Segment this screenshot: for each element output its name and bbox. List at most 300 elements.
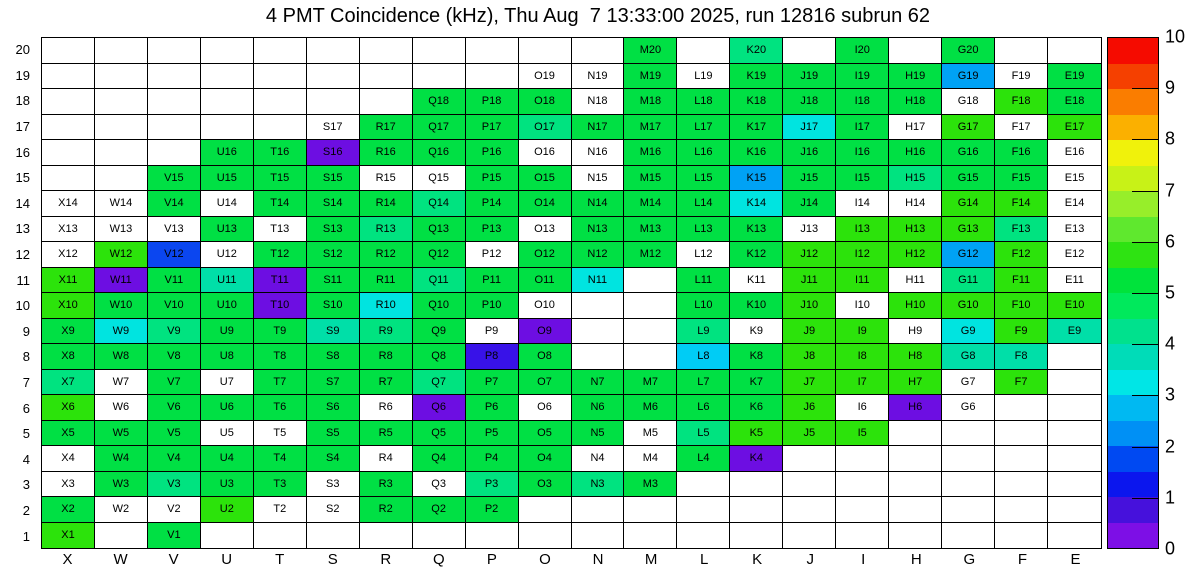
grid-cell-Q2: Q2 — [413, 497, 466, 523]
grid-cell-O19: O19 — [519, 64, 572, 90]
grid-cell-empty — [624, 497, 677, 523]
x-axis-label: I — [861, 551, 866, 568]
grid-cell-H9: H9 — [889, 319, 942, 345]
grid-cell-R2: R2 — [360, 497, 413, 523]
grid-cell-V9: V9 — [148, 319, 201, 345]
grid-cell-S10: S10 — [307, 293, 360, 319]
grid-cell-R12: R12 — [360, 242, 413, 268]
grid-cell-H15: H15 — [889, 166, 942, 192]
grid-cell-L6: L6 — [677, 395, 730, 421]
grid-cell-X14: X14 — [42, 191, 95, 217]
grid-cell-empty — [677, 497, 730, 523]
grid-cell-empty — [42, 89, 95, 115]
grid-cell-empty — [677, 472, 730, 498]
grid-cell-W7: W7 — [95, 370, 148, 396]
grid-cell-empty — [836, 446, 889, 472]
grid-cell-T7: T7 — [254, 370, 307, 396]
grid-cell-P6: P6 — [466, 395, 519, 421]
grid-cell-G13: G13 — [942, 217, 995, 243]
grid-cell-empty — [889, 421, 942, 447]
grid-cell-empty — [942, 446, 995, 472]
grid-cell-O12: O12 — [519, 242, 572, 268]
grid-cell-empty — [995, 421, 1048, 447]
grid-cell-H10: H10 — [889, 293, 942, 319]
color-scale-tick-label: 9 — [1165, 77, 1176, 98]
grid-cell-N4: N4 — [572, 446, 625, 472]
grid-cell-I15: I15 — [836, 166, 889, 192]
grid-cell-Q18: Q18 — [413, 89, 466, 115]
grid-cell-empty — [942, 497, 995, 523]
y-axis-label: 1 — [22, 528, 30, 544]
grid-cell-O4: O4 — [519, 446, 572, 472]
color-scale-segment — [1108, 89, 1158, 115]
x-axis-label: R — [380, 551, 392, 568]
grid-cell-empty — [889, 523, 942, 549]
color-scale-tick-label: 5 — [1165, 282, 1176, 303]
grid-cell-E14: E14 — [1048, 191, 1101, 217]
x-axis-label: F — [1017, 551, 1027, 568]
grid-cell-Q9: Q9 — [413, 319, 466, 345]
grid-cell-O3: O3 — [519, 472, 572, 498]
color-scale-tick-label: 2 — [1165, 436, 1176, 457]
y-axis-label: 18 — [15, 93, 30, 109]
grid-cell-L18: L18 — [677, 89, 730, 115]
grid-cell-I13: I13 — [836, 217, 889, 243]
grid-cell-empty — [95, 523, 148, 549]
grid-cell-empty — [1048, 370, 1101, 396]
grid-cell-R4: R4 — [360, 446, 413, 472]
grid-cell-N7: N7 — [572, 370, 625, 396]
grid-cell-empty — [466, 64, 519, 90]
grid-cell-I20: I20 — [836, 38, 889, 64]
grid-cell-S9: S9 — [307, 319, 360, 345]
grid-cell-I19: I19 — [836, 64, 889, 90]
grid-cell-X5: X5 — [42, 421, 95, 447]
grid-cell-M4: M4 — [624, 446, 677, 472]
grid-cell-empty — [201, 64, 254, 90]
grid-cell-V11: V11 — [148, 268, 201, 294]
grid-cell-empty — [307, 523, 360, 549]
grid-cell-U14: U14 — [201, 191, 254, 217]
y-axis-label: 7 — [22, 375, 30, 391]
grid-cell-empty — [413, 64, 466, 90]
grid-cell-E19: E19 — [1048, 64, 1101, 90]
y-axis-label: 2 — [22, 503, 30, 519]
grid-cell-U13: U13 — [201, 217, 254, 243]
color-scale-segment — [1108, 319, 1158, 345]
grid-cell-E15: E15 — [1048, 166, 1101, 192]
grid-cell-S14: S14 — [307, 191, 360, 217]
grid-cell-empty — [677, 38, 730, 64]
grid-cell-empty — [995, 395, 1048, 421]
grid-cell-empty — [148, 38, 201, 64]
grid-cell-E9: E9 — [1048, 319, 1101, 345]
grid-cell-I17: I17 — [836, 115, 889, 141]
grid-cell-L8: L8 — [677, 344, 730, 370]
grid-cell-empty — [307, 64, 360, 90]
grid-cell-L19: L19 — [677, 64, 730, 90]
grid-cell-empty — [783, 523, 836, 549]
grid-cell-S4: S4 — [307, 446, 360, 472]
color-scale — [1107, 37, 1159, 549]
grid-cell-S12: S12 — [307, 242, 360, 268]
grid-cell-T13: T13 — [254, 217, 307, 243]
grid-cell-F19: F19 — [995, 64, 1048, 90]
grid-cell-L15: L15 — [677, 166, 730, 192]
grid-cell-S2: S2 — [307, 497, 360, 523]
grid-cell-O8: O8 — [519, 344, 572, 370]
grid-cell-J5: J5 — [783, 421, 836, 447]
grid-cell-S16: S16 — [307, 140, 360, 166]
color-scale-segment — [1108, 497, 1158, 523]
color-scale-segment — [1108, 38, 1158, 64]
grid-cell-V7: V7 — [148, 370, 201, 396]
grid-cell-T10: T10 — [254, 293, 307, 319]
grid-cell-T15: T15 — [254, 166, 307, 192]
color-scale-segment — [1108, 472, 1158, 498]
grid-cell-U6: U6 — [201, 395, 254, 421]
grid-cell-empty — [307, 89, 360, 115]
grid-cell-empty — [254, 523, 307, 549]
grid-cell-P15: P15 — [466, 166, 519, 192]
grid-cell-M7: M7 — [624, 370, 677, 396]
grid-cell-empty — [624, 268, 677, 294]
grid-cell-E12: E12 — [1048, 242, 1101, 268]
grid-cell-empty — [201, 115, 254, 141]
grid-cell-J9: J9 — [783, 319, 836, 345]
grid-cell-empty — [413, 523, 466, 549]
grid-cell-L17: L17 — [677, 115, 730, 141]
x-axis-label: X — [62, 551, 73, 568]
color-scale-tick-label: 6 — [1165, 231, 1176, 252]
grid-cell-K17: K17 — [730, 115, 783, 141]
grid-cell-empty — [624, 523, 677, 549]
grid-cell-T6: T6 — [254, 395, 307, 421]
grid-cell-Q5: Q5 — [413, 421, 466, 447]
grid-cell-T11: T11 — [254, 268, 307, 294]
grid-cell-O6: O6 — [519, 395, 572, 421]
color-scale-tick-label: 0 — [1165, 538, 1176, 559]
grid-cell-U11: U11 — [201, 268, 254, 294]
grid-cell-empty — [572, 319, 625, 345]
grid-cell-R11: R11 — [360, 268, 413, 294]
grid-cell-H11: H11 — [889, 268, 942, 294]
grid-cell-W4: W4 — [95, 446, 148, 472]
grid-cell-N6: N6 — [572, 395, 625, 421]
grid-cell-L7: L7 — [677, 370, 730, 396]
color-scale-segment — [1108, 140, 1158, 166]
grid-cell-K18: K18 — [730, 89, 783, 115]
grid-cell-F14: F14 — [995, 191, 1048, 217]
grid-cell-N3: N3 — [572, 472, 625, 498]
grid-cell-G14: G14 — [942, 191, 995, 217]
color-scale-tick-label: 3 — [1165, 384, 1176, 405]
grid-cell-T12: T12 — [254, 242, 307, 268]
color-scale-segment — [1108, 268, 1158, 294]
grid-cell-empty — [995, 523, 1048, 549]
grid-cell-H6: H6 — [889, 395, 942, 421]
grid-cell-P12: P12 — [466, 242, 519, 268]
grid-cell-K10: K10 — [730, 293, 783, 319]
grid-cell-F11: F11 — [995, 268, 1048, 294]
grid-cell-Q13: Q13 — [413, 217, 466, 243]
grid-cell-F9: F9 — [995, 319, 1048, 345]
grid-cell-K11: K11 — [730, 268, 783, 294]
grid-cell-empty — [1048, 497, 1101, 523]
grid-cell-M6: M6 — [624, 395, 677, 421]
grid-cell-W12: W12 — [95, 242, 148, 268]
x-axis-label: G — [963, 551, 976, 568]
grid-cell-empty — [1048, 523, 1101, 549]
grid-cell-U16: U16 — [201, 140, 254, 166]
color-scale-segment — [1108, 370, 1158, 396]
x-axis-label: V — [168, 551, 179, 568]
grid-cell-empty — [42, 140, 95, 166]
grid-cell-Q16: Q16 — [413, 140, 466, 166]
grid-cell-V2: V2 — [148, 497, 201, 523]
grid-cell-U12: U12 — [201, 242, 254, 268]
grid-cell-N16: N16 — [572, 140, 625, 166]
grid-cell-V4: V4 — [148, 446, 201, 472]
grid-cell-O7: O7 — [519, 370, 572, 396]
grid-cell-X3: X3 — [42, 472, 95, 498]
grid-cell-G8: G8 — [942, 344, 995, 370]
grid-cell-W2: W2 — [95, 497, 148, 523]
grid-cell-G6: G6 — [942, 395, 995, 421]
grid-cell-J17: J17 — [783, 115, 836, 141]
grid-cell-empty — [572, 344, 625, 370]
grid-cell-O13: O13 — [519, 217, 572, 243]
grid-cell-W13: W13 — [95, 217, 148, 243]
grid-cell-Q10: Q10 — [413, 293, 466, 319]
grid-cell-empty — [624, 344, 677, 370]
color-scale-segment — [1108, 64, 1158, 90]
grid-cell-N12: N12 — [572, 242, 625, 268]
grid-cell-O10: O10 — [519, 293, 572, 319]
grid-cell-K12: K12 — [730, 242, 783, 268]
grid-cell-empty — [254, 115, 307, 141]
grid-cell-O15: O15 — [519, 166, 572, 192]
grid-cell-empty — [1048, 446, 1101, 472]
color-scale-segment — [1108, 421, 1158, 447]
grid-cell-T14: T14 — [254, 191, 307, 217]
grid-cell-empty — [1048, 344, 1101, 370]
grid-cell-X13: X13 — [42, 217, 95, 243]
grid-cell-empty — [519, 523, 572, 549]
grid-cell-U2: U2 — [201, 497, 254, 523]
grid-cell-I5: I5 — [836, 421, 889, 447]
grid-cell-empty — [730, 472, 783, 498]
grid-cell-S15: S15 — [307, 166, 360, 192]
y-axis-label: 9 — [22, 323, 30, 339]
y-axis-label: 11 — [16, 272, 30, 288]
grid-cell-empty — [148, 115, 201, 141]
color-scale-segment — [1108, 242, 1158, 268]
grid-cell-O16: O16 — [519, 140, 572, 166]
grid-cell-L9: L9 — [677, 319, 730, 345]
grid-cell-W5: W5 — [95, 421, 148, 447]
grid-cell-R9: R9 — [360, 319, 413, 345]
grid-cell-empty — [307, 38, 360, 64]
grid-cell-K14: K14 — [730, 191, 783, 217]
grid-cell-P13: P13 — [466, 217, 519, 243]
grid-cell-empty — [360, 89, 413, 115]
grid-cell-O17: O17 — [519, 115, 572, 141]
grid-cell-W9: W9 — [95, 319, 148, 345]
grid-cell-K4: K4 — [730, 446, 783, 472]
grid-cell-G9: G9 — [942, 319, 995, 345]
grid-cell-E13: E13 — [1048, 217, 1101, 243]
grid-cell-empty — [995, 472, 1048, 498]
grid-cell-H14: H14 — [889, 191, 942, 217]
grid-cell-R13: R13 — [360, 217, 413, 243]
grid-cell-V6: V6 — [148, 395, 201, 421]
grid-cell-Q11: Q11 — [413, 268, 466, 294]
grid-cell-J8: J8 — [783, 344, 836, 370]
grid-cell-empty — [42, 38, 95, 64]
grid-cell-empty — [254, 89, 307, 115]
grid-cell-X11: X11 — [42, 268, 95, 294]
grid-cell-T16: T16 — [254, 140, 307, 166]
grid-cell-K13: K13 — [730, 217, 783, 243]
heatmap-grid — [41, 37, 1102, 549]
grid-cell-empty — [1048, 38, 1101, 64]
grid-cell-W3: W3 — [95, 472, 148, 498]
grid-cell-L14: L14 — [677, 191, 730, 217]
grid-cell-O18: O18 — [519, 89, 572, 115]
grid-cell-G15: G15 — [942, 166, 995, 192]
grid-cell-empty — [42, 64, 95, 90]
grid-cell-L11: L11 — [677, 268, 730, 294]
grid-cell-P11: P11 — [466, 268, 519, 294]
grid-cell-X1: X1 — [42, 523, 95, 549]
color-scale-segment — [1108, 293, 1158, 319]
grid-cell-K19: K19 — [730, 64, 783, 90]
grid-cell-P14: P14 — [466, 191, 519, 217]
grid-cell-X9: X9 — [42, 319, 95, 345]
grid-cell-K5: K5 — [730, 421, 783, 447]
grid-cell-F17: F17 — [995, 115, 1048, 141]
grid-cell-O11: O11 — [519, 268, 572, 294]
grid-cell-G20: G20 — [942, 38, 995, 64]
grid-cell-empty — [1048, 421, 1101, 447]
grid-cell-V10: V10 — [148, 293, 201, 319]
grid-cell-X4: X4 — [42, 446, 95, 472]
grid-cell-E11: E11 — [1048, 268, 1101, 294]
color-scale-segment — [1108, 344, 1158, 370]
grid-cell-X2: X2 — [42, 497, 95, 523]
x-axis-label: U — [221, 551, 233, 568]
y-axis-label: 5 — [22, 426, 30, 442]
grid-cell-empty — [519, 38, 572, 64]
grid-cell-N17: N17 — [572, 115, 625, 141]
grid-cell-W10: W10 — [95, 293, 148, 319]
grid-cell-E16: E16 — [1048, 140, 1101, 166]
grid-cell-M5: M5 — [624, 421, 677, 447]
grid-cell-M12: M12 — [624, 242, 677, 268]
grid-cell-P9: P9 — [466, 319, 519, 345]
grid-cell-M20: M20 — [624, 38, 677, 64]
grid-cell-I12: I12 — [836, 242, 889, 268]
grid-cell-R10: R10 — [360, 293, 413, 319]
grid-cell-Q15: Q15 — [413, 166, 466, 192]
grid-cell-Q3: Q3 — [413, 472, 466, 498]
grid-cell-F8: F8 — [995, 344, 1048, 370]
grid-cell-Q12: Q12 — [413, 242, 466, 268]
grid-cell-V15: V15 — [148, 166, 201, 192]
grid-cell-V14: V14 — [148, 191, 201, 217]
grid-cell-R8: R8 — [360, 344, 413, 370]
y-axis-label: 12 — [15, 247, 30, 263]
grid-cell-V1: V1 — [148, 523, 201, 549]
grid-cell-T3: T3 — [254, 472, 307, 498]
grid-cell-empty — [148, 140, 201, 166]
color-scale-segment — [1108, 115, 1158, 141]
color-scale-segment — [1108, 217, 1158, 243]
grid-cell-N11: N11 — [572, 268, 625, 294]
grid-cell-J16: J16 — [783, 140, 836, 166]
grid-cell-Q7: Q7 — [413, 370, 466, 396]
grid-cell-empty — [254, 64, 307, 90]
grid-cell-empty — [995, 38, 1048, 64]
grid-cell-H12: H12 — [889, 242, 942, 268]
grid-cell-empty — [201, 89, 254, 115]
grid-cell-H16: H16 — [889, 140, 942, 166]
grid-cell-X12: X12 — [42, 242, 95, 268]
grid-cell-P17: P17 — [466, 115, 519, 141]
grid-cell-X6: X6 — [42, 395, 95, 421]
grid-cell-N18: N18 — [572, 89, 625, 115]
grid-cell-X7: X7 — [42, 370, 95, 396]
grid-cell-M3: M3 — [624, 472, 677, 498]
grid-cell-G11: G11 — [942, 268, 995, 294]
grid-cell-V8: V8 — [148, 344, 201, 370]
grid-cell-empty — [572, 497, 625, 523]
grid-cell-empty — [95, 166, 148, 192]
grid-cell-I10: I10 — [836, 293, 889, 319]
grid-cell-F16: F16 — [995, 140, 1048, 166]
grid-cell-V12: V12 — [148, 242, 201, 268]
grid-cell-empty — [466, 523, 519, 549]
grid-cell-H18: H18 — [889, 89, 942, 115]
grid-cell-E17: E17 — [1048, 115, 1101, 141]
grid-cell-empty — [95, 115, 148, 141]
grid-cell-V13: V13 — [148, 217, 201, 243]
grid-cell-S7: S7 — [307, 370, 360, 396]
grid-cell-empty — [413, 38, 466, 64]
grid-cell-empty — [572, 523, 625, 549]
grid-cell-F18: F18 — [995, 89, 1048, 115]
grid-cell-P4: P4 — [466, 446, 519, 472]
y-axis-label: 20 — [15, 42, 30, 58]
grid-cell-P10: P10 — [466, 293, 519, 319]
grid-cell-F7: F7 — [995, 370, 1048, 396]
grid-cell-R5: R5 — [360, 421, 413, 447]
grid-cell-empty — [889, 446, 942, 472]
grid-cell-empty — [889, 38, 942, 64]
x-axis-label: M — [644, 551, 658, 568]
y-axis-label: 4 — [22, 451, 30, 467]
grid-cell-G18: G18 — [942, 89, 995, 115]
grid-cell-J18: J18 — [783, 89, 836, 115]
grid-cell-K9: K9 — [730, 319, 783, 345]
grid-cell-empty — [360, 38, 413, 64]
grid-cell-K8: K8 — [730, 344, 783, 370]
grid-cell-W11: W11 — [95, 268, 148, 294]
grid-cell-U3: U3 — [201, 472, 254, 498]
grid-cell-R3: R3 — [360, 472, 413, 498]
grid-cell-P7: P7 — [466, 370, 519, 396]
